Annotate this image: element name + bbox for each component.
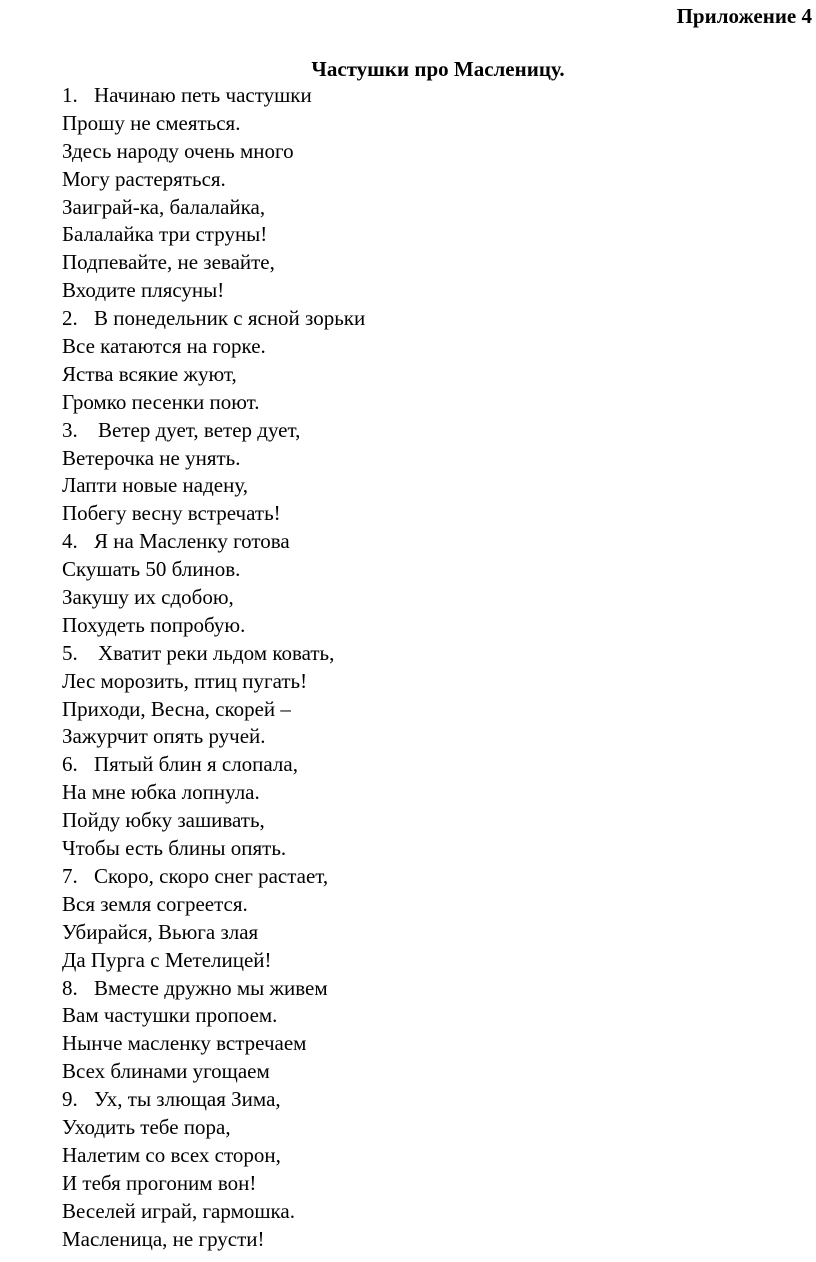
verse-line — [62, 333, 365, 361]
appendix-label: Приложение 4 — [676, 4, 812, 28]
verse-6 — [62, 751, 365, 863]
verse-line-text: Хватит реки льдом ковать, — [98, 640, 335, 665]
verse-line — [62, 249, 365, 277]
verse-line-text: Убирайся, Вьюга злая — [62, 919, 259, 944]
verse-line-text: На мне юбка лопнула. — [62, 780, 260, 805]
verse-line — [62, 1086, 365, 1114]
verse-line — [62, 500, 365, 528]
verse-line — [62, 528, 365, 556]
verse-line — [62, 1030, 365, 1058]
verse-line — [62, 1058, 365, 1086]
verse-line-text: Пойду юбку зашивать, — [62, 808, 265, 833]
verse-line — [62, 417, 365, 445]
verse-line-text: Ветер дует, ветер дует, — [98, 417, 301, 442]
verse-line-text: Лапти новые надену, — [62, 473, 248, 498]
verse-5 — [62, 640, 365, 752]
verse-line-text: Приходи, Весна, скорей – — [62, 696, 291, 721]
verse-line-text: И тебя прогоним вон! — [62, 1170, 257, 1195]
verse-8 — [62, 975, 365, 1087]
poem-body — [62, 82, 365, 1253]
verse-line — [62, 1142, 365, 1170]
verse-line — [62, 138, 365, 166]
verse-number: 9. — [62, 1087, 78, 1112]
verse-line — [62, 277, 365, 305]
verse-line-text: Закушу их сдобою, — [62, 585, 234, 610]
verse-line-text: Лес морозить, птиц пугать! — [62, 668, 308, 693]
verse-line — [62, 668, 365, 696]
verse-2 — [62, 305, 365, 417]
verse-line-text: Я на Масленку готова — [94, 529, 290, 554]
verse-line-text: Нынче масленку встречаем — [62, 1031, 307, 1056]
verse-line — [62, 445, 365, 473]
verse-number: 4. — [62, 529, 78, 554]
verse-number: 8. — [62, 975, 78, 1000]
verse-line — [62, 110, 365, 138]
verse-line — [62, 472, 365, 500]
verse-line-text: Входите плясуны! — [62, 278, 225, 303]
verse-line — [62, 82, 365, 110]
verse-line — [62, 221, 365, 249]
verse-line-text: Пятый блин я слопала, — [94, 752, 298, 777]
verse-line — [62, 696, 365, 724]
verse-line-text: Начинаю петь частушки — [94, 83, 312, 107]
verse-line-text: В понедельник с ясной зорьки — [94, 306, 366, 331]
verse-1 — [62, 82, 365, 305]
verse-line-text: Уходить тебе пора, — [62, 1114, 231, 1139]
verse-line — [62, 863, 365, 891]
verse-line-text: Ветерочка не унять. — [62, 445, 241, 470]
verse-line-text: Побегу весну встречать! — [62, 501, 281, 526]
verse-line-text: Здесь народу очень много — [62, 138, 294, 163]
verse-line — [62, 751, 365, 779]
verse-line — [62, 1198, 365, 1226]
verse-line-text: Все катаются на горке. — [62, 334, 266, 359]
verse-4 — [62, 528, 365, 640]
verse-number: 2. — [62, 306, 78, 331]
verse-line-text: Похудеть попробую. — [62, 612, 246, 637]
verse-line — [62, 584, 365, 612]
verse-line-text: Балалайка три струны! — [62, 222, 268, 247]
verse-line-text: Громко песенки поют. — [62, 389, 260, 414]
verse-line-text: Зажурчит опять ручей. — [62, 724, 266, 749]
verse-number: 7. — [62, 863, 78, 888]
verse-3 — [62, 417, 365, 529]
verse-line — [62, 166, 365, 194]
verse-line-text: Всех блинами угощаем — [62, 1059, 270, 1084]
verse-9 — [62, 1086, 365, 1253]
verse-line — [62, 556, 365, 584]
verse-line — [62, 1002, 365, 1030]
verse-line-text: Масленица, не грусти! — [62, 1226, 265, 1251]
verse-line — [62, 612, 365, 640]
verse-line — [62, 723, 365, 751]
verse-line-text: Вся земля согреется. — [62, 891, 248, 916]
verse-line — [62, 975, 365, 1003]
verse-line-text: Чтобы есть блины опять. — [62, 836, 287, 861]
verse-line — [62, 640, 365, 668]
verse-line — [62, 1170, 365, 1198]
verse-line — [62, 807, 365, 835]
verse-line-text: Вместе дружно мы живем — [94, 975, 328, 1000]
verse-line — [62, 389, 365, 417]
verse-line-text: Яства всякие жуют, — [62, 361, 237, 386]
verse-line — [62, 919, 365, 947]
verse-line-text: Могу растеряться. — [62, 166, 226, 191]
verse-line — [62, 1226, 365, 1254]
verse-line — [62, 947, 365, 975]
verse-7 — [62, 863, 365, 975]
verse-line-text: Скушать 50 блинов. — [62, 557, 241, 582]
verse-line-text: Налетим со всех сторон, — [62, 1142, 281, 1167]
verse-line — [62, 305, 365, 333]
verse-line-text: Скоро, скоро снег растает, — [94, 863, 329, 888]
verse-line-text: Веселей играй, гармошка. — [62, 1198, 295, 1223]
verse-line-text: Заиграй-ка, балалайка, — [62, 194, 266, 219]
verse-number: 1. — [62, 83, 78, 107]
verse-line — [62, 194, 365, 222]
verse-line-text: Прошу не смеяться. — [62, 110, 241, 135]
verse-line — [62, 891, 365, 919]
verse-number: 5. — [62, 640, 78, 665]
verse-number: 6. — [62, 752, 78, 777]
document-title: Частушки про Масленицу. — [311, 57, 565, 81]
verse-line-text: Подпевайте, не зевайте, — [62, 250, 275, 275]
verse-line-text: Вам частушки пропоем. — [62, 1003, 278, 1028]
verse-number: 3. — [62, 417, 78, 442]
verse-line — [62, 1114, 365, 1142]
verse-line — [62, 361, 365, 389]
verse-line — [62, 779, 365, 807]
verse-line — [62, 835, 365, 863]
verse-line-text: Ух, ты злющая Зима, — [94, 1087, 281, 1112]
verse-line-text: Да Пурга с Метелицей! — [62, 947, 272, 972]
